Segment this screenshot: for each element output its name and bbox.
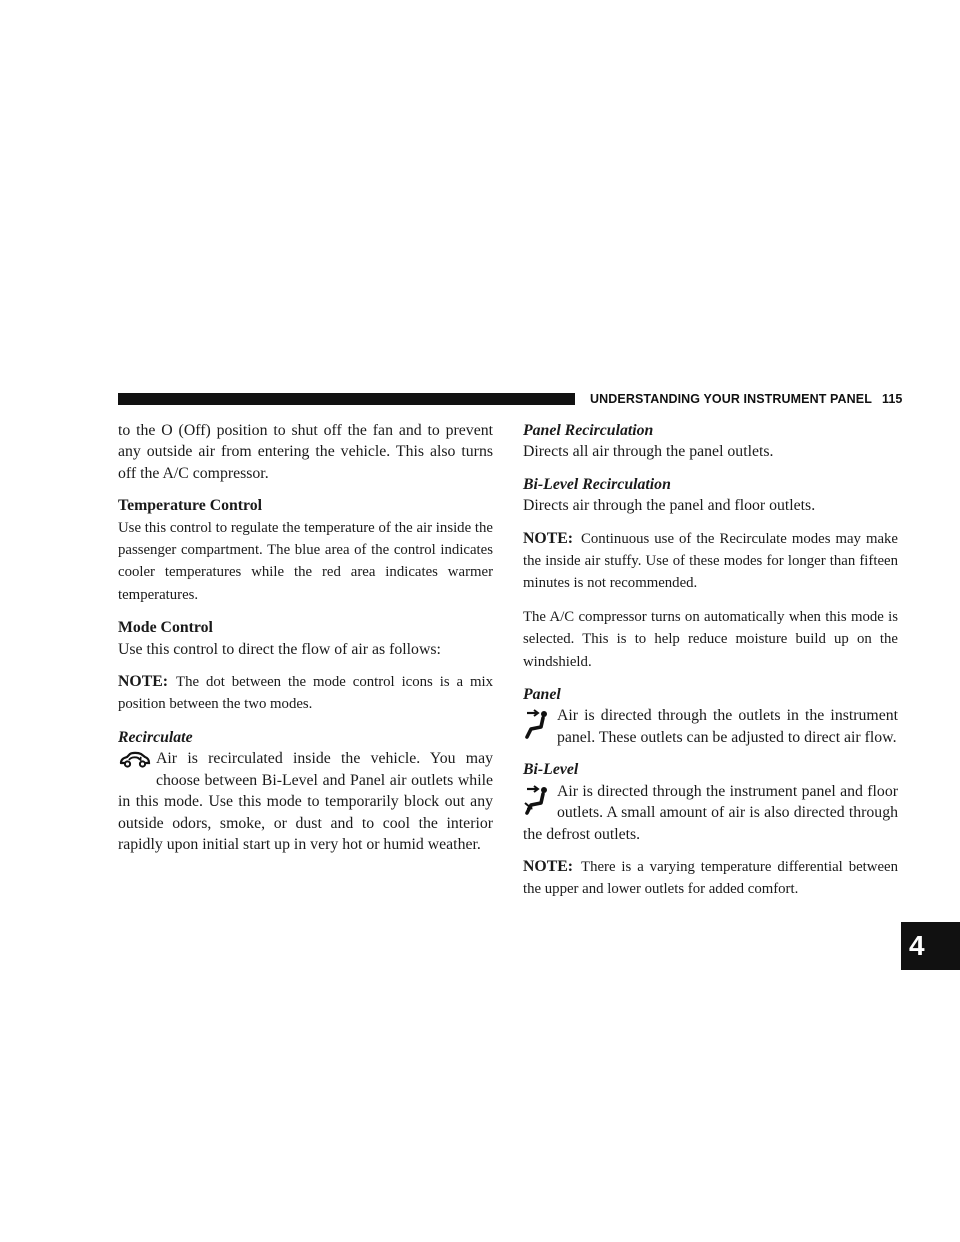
mode-control-heading: Mode Control (118, 619, 213, 637)
left-column (118, 420, 493, 866)
running-header (590, 392, 902, 406)
recirculate-paragraph (118, 748, 493, 855)
temperature-control-heading: Temperature Control (118, 497, 263, 515)
temperature-control-text: Use this control to regulate the temperature of the air inside the passenger compartment. The blue area of the control indicates cooler temperatures while the red area indicates warmer temperatures. (118, 519, 493, 603)
header-rule (118, 393, 575, 405)
bilevel-airflow-icon (523, 781, 553, 819)
panel-recirculation-text: Directs all air through the panel outlets. (523, 443, 774, 461)
right-column (523, 420, 898, 912)
bilevel-heading: Bi-Level (523, 761, 579, 779)
panel-paragraph (523, 705, 898, 748)
panel-text: Air is directed through the outlets in the instrument panel. These outlets can be adjusted to direct air flow. (557, 707, 898, 746)
chapter-tab: 4 (901, 922, 960, 970)
intro-paragraph: to the O (Off) position to shut off the fan and to prevent any outside air from entering the vehicle. This also turns off the A/C compressor. (118, 422, 493, 482)
panel-recirculation-heading: Panel Recirculation (523, 422, 654, 439)
mode-control-text: Use this control to direct the flow of air as follows: (118, 640, 441, 658)
note-temperature-differential: NOTE: There is a varying temperature differential between the upper and lower outlets for added comfort. (523, 857, 898, 898)
recirculate-text: Air is recirculated inside the vehicle. You may choose between Bi-Level and Panel air outlets while in this mode. Use this mode to temporarily block out any outside odors, smoke, or dust and to cool the interior rapidly upon initial start up in very hot or humid weather. (118, 750, 493, 853)
bilevel-paragraph (523, 781, 898, 845)
panel-heading: Panel (523, 686, 561, 704)
note-stuffy-air: NOTE: Continuous use of the Recirculate modes may make the inside air stuffy. Use of these modes for longer than fifteen minutes is not recommended. (523, 529, 898, 592)
ac-compressor-paragraph: The A/C compressor turns on automatically when this mode is selected. This is to help reduce moisture build up on the windshield. (523, 608, 898, 670)
recirculate-car-icon (118, 748, 152, 786)
panel-airflow-icon (523, 705, 553, 743)
recirculate-heading: Recirculate (118, 728, 193, 746)
section-title: UNDERSTANDING YOUR INSTRUMENT PANEL (590, 392, 872, 406)
bilevel-recirculation-text: Directs air through the panel and floor outlets. (523, 497, 816, 515)
bilevel-recirculation-heading: Bi-Level Recirculation (523, 475, 671, 493)
bilevel-text: Air is directed through the instrument panel and floor outlets. A small amount of air is also directed through the defrost outlets. (523, 782, 898, 843)
page-number: 115 (881, 392, 903, 406)
note-mix-position: NOTE: The dot between the mode control icons is a mix position between the two modes. (118, 673, 493, 713)
